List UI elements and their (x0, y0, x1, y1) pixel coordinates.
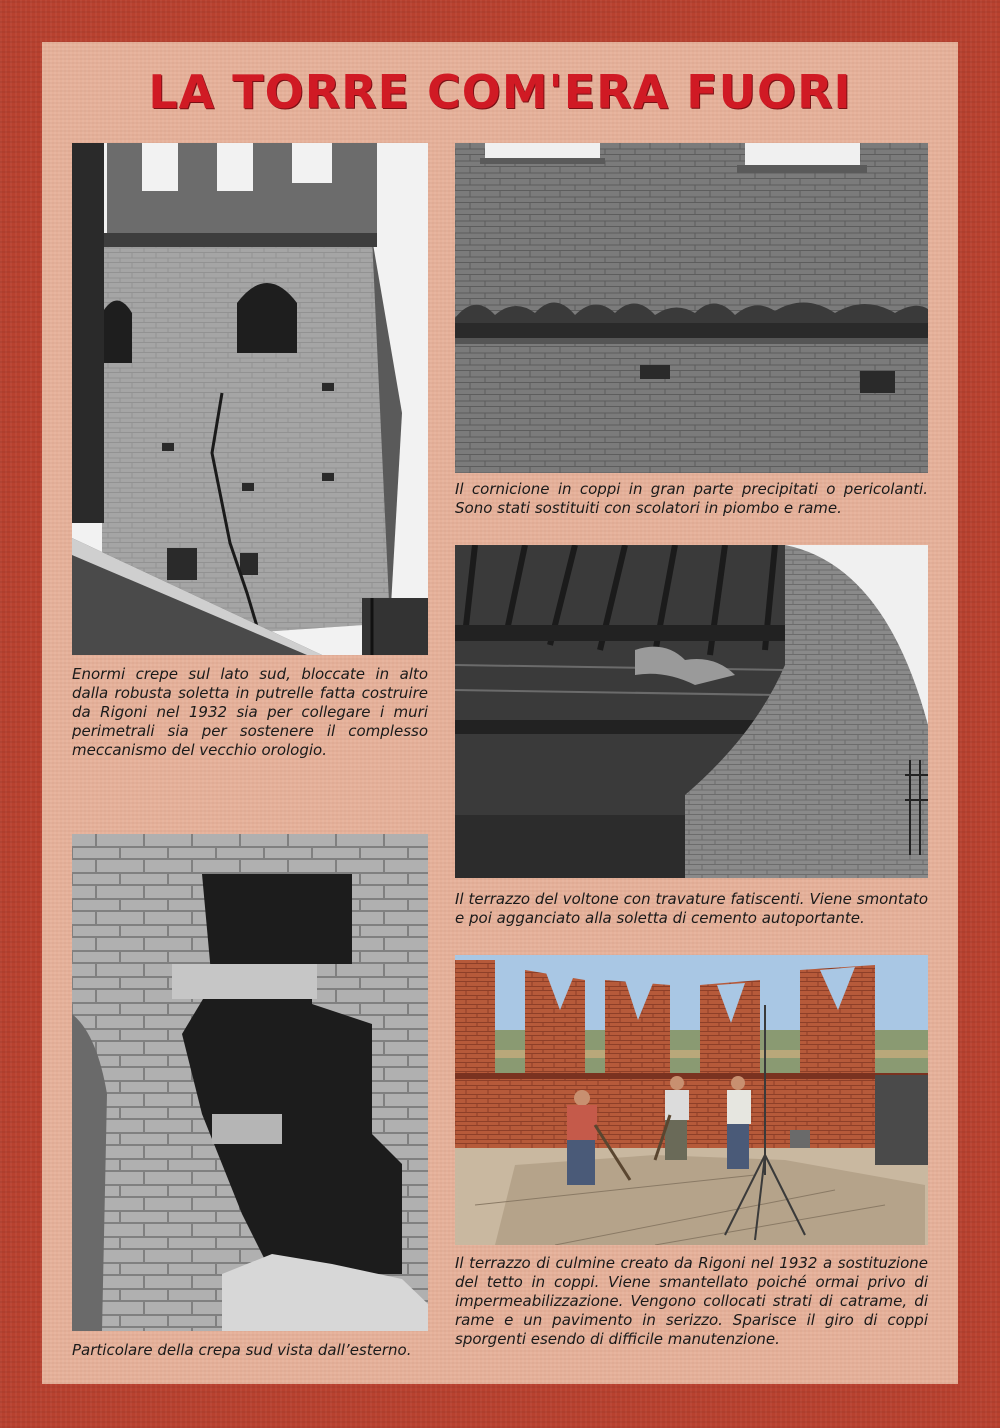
caption-voltone: Il terrazzo del voltone con travature fatiscenti. Viene smontato e poi agganciato alla soletta di cemento autoportante. (455, 890, 928, 927)
caption-cornice: Il cornicione in coppi in gran parte precipitati o pericolanti. Sono stati sostituiti con scolatori in piombo e rame. (455, 480, 928, 517)
caption-terrace: Il terrazzo di culmine creato da Rigoni nel 1932 a sostituzione del tetto in coppi. Viene smantellato poiché ormai privo di impermeabilizzazione. Vengono collocati strati di catrame, di rame e un pavimento in serizzo. Sparisce il giro di coppi sporgenti esendo di difficile manutenzione. (455, 1254, 928, 1348)
page-title: LA TORRE COM'ERA FUORI (148, 65, 852, 119)
photo-voltone (455, 545, 928, 878)
caption-crack-detail: Particolare della crepa sud vista dall’esterno. (72, 1341, 412, 1359)
photo-crack-detail (72, 834, 428, 1331)
photo-tower-crack (72, 143, 428, 655)
photo-terrace-workers (455, 955, 928, 1245)
caption-tower-crack: Enormi crepe sul lato sud, bloccate in alto dalla robusta soletta in putrelle fatta costruire da Rigoni nel 1932 sia per collegare i muri perimetrali sia per sostenere il complesso meccanismo del vecchio orologio. (72, 665, 428, 759)
photo-cornice (455, 143, 928, 473)
